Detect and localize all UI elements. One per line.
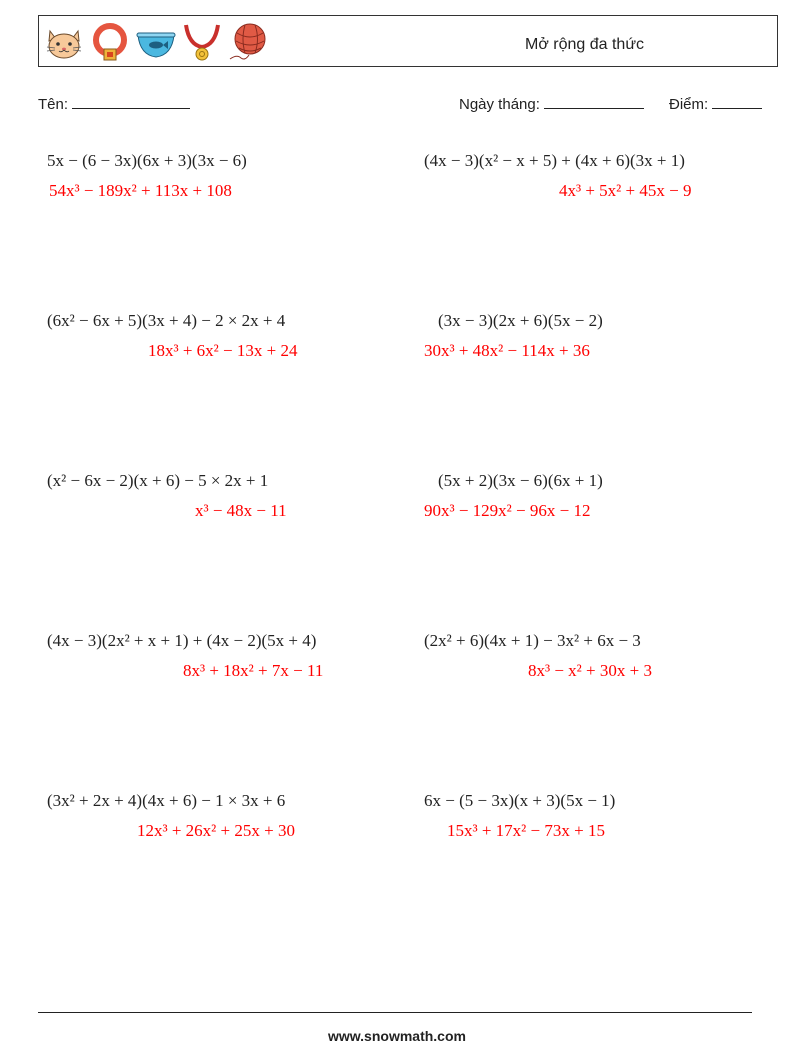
name-label: Tên:	[38, 96, 69, 113]
date-blank	[544, 94, 644, 109]
problem-8	[424, 630, 652, 682]
footer-divider	[38, 1012, 752, 1013]
yarn-ball-icon	[227, 21, 269, 63]
problem-question: (3x² + 2x + 4)(4x + 6) − 1 × 3x + 6	[47, 791, 286, 810]
problem-question: (4x − 3)(2x² + x + 1) + (4x − 2)(5x + 4)	[47, 631, 317, 650]
problem-question: 6x − (5 − 3x)(x + 3)(5x − 1)	[424, 791, 616, 810]
fish-bowl-icon	[135, 21, 177, 63]
problem-question: (6x² − 6x + 5)(3x + 4) − 2 × 2x + 4	[47, 311, 286, 330]
problem-2	[424, 150, 691, 202]
problem-question: (x² − 6x − 2)(x + 6) − 5 × 2x + 1	[47, 471, 269, 490]
medal-collar-icon	[181, 21, 223, 63]
problem-5	[47, 470, 287, 522]
problem-answer: 8x³ + 18x² + 7x − 11	[183, 661, 324, 680]
score-field	[669, 94, 762, 113]
footer-website[interactable]: www.snowmath.com	[328, 1028, 466, 1044]
problem-answer: 30x³ + 48x² − 114x + 36	[424, 341, 590, 360]
problem-answer: 15x³ + 17x² − 73x + 15	[447, 821, 605, 840]
name-blank	[72, 94, 190, 109]
page-title: Mở rộng đa thức	[525, 36, 645, 53]
problem-answer: 54x³ − 189x² + 113x + 108	[49, 181, 232, 200]
problem-10	[424, 790, 615, 842]
problem-answer: 4x³ + 5x² + 45x − 9	[559, 181, 692, 200]
problem-7	[47, 630, 323, 682]
problem-question: (4x − 3)(x² − x + 5) + (4x + 6)(3x + 1)	[424, 151, 685, 170]
problem-answer: 90x³ − 129x² − 96x − 12	[424, 501, 591, 520]
problem-4	[424, 310, 603, 362]
problem-9	[47, 790, 295, 842]
problem-answer: 12x³ + 26x² + 25x + 30	[137, 821, 295, 840]
problem-question: (2x² + 6)(4x + 1) − 3x² + 6x − 3	[424, 631, 641, 650]
ring-icon	[89, 21, 131, 63]
problem-1	[47, 150, 247, 202]
date-label: Ngày tháng:	[459, 96, 540, 113]
problem-question: (5x + 2)(3x − 6)(6x + 1)	[438, 471, 603, 490]
score-label: Điểm:	[669, 96, 709, 113]
cat-face-icon	[43, 21, 85, 63]
problem-question: (3x − 3)(2x + 6)(5x − 2)	[438, 311, 603, 330]
problem-3	[47, 310, 297, 362]
icon-row	[43, 20, 269, 64]
problem-6	[424, 470, 603, 522]
problem-answer: 8x³ − x² + 30x + 3	[528, 661, 652, 680]
problem-answer: x³ − 48x − 11	[195, 501, 287, 520]
score-blank	[712, 94, 762, 109]
problem-answer: 18x³ + 6x² − 13x + 24	[148, 341, 298, 360]
name-field	[38, 94, 190, 113]
date-field	[459, 94, 644, 113]
header-box	[38, 15, 778, 67]
problem-question: 5x − (6 − 3x)(6x + 3)(3x − 6)	[47, 151, 247, 170]
